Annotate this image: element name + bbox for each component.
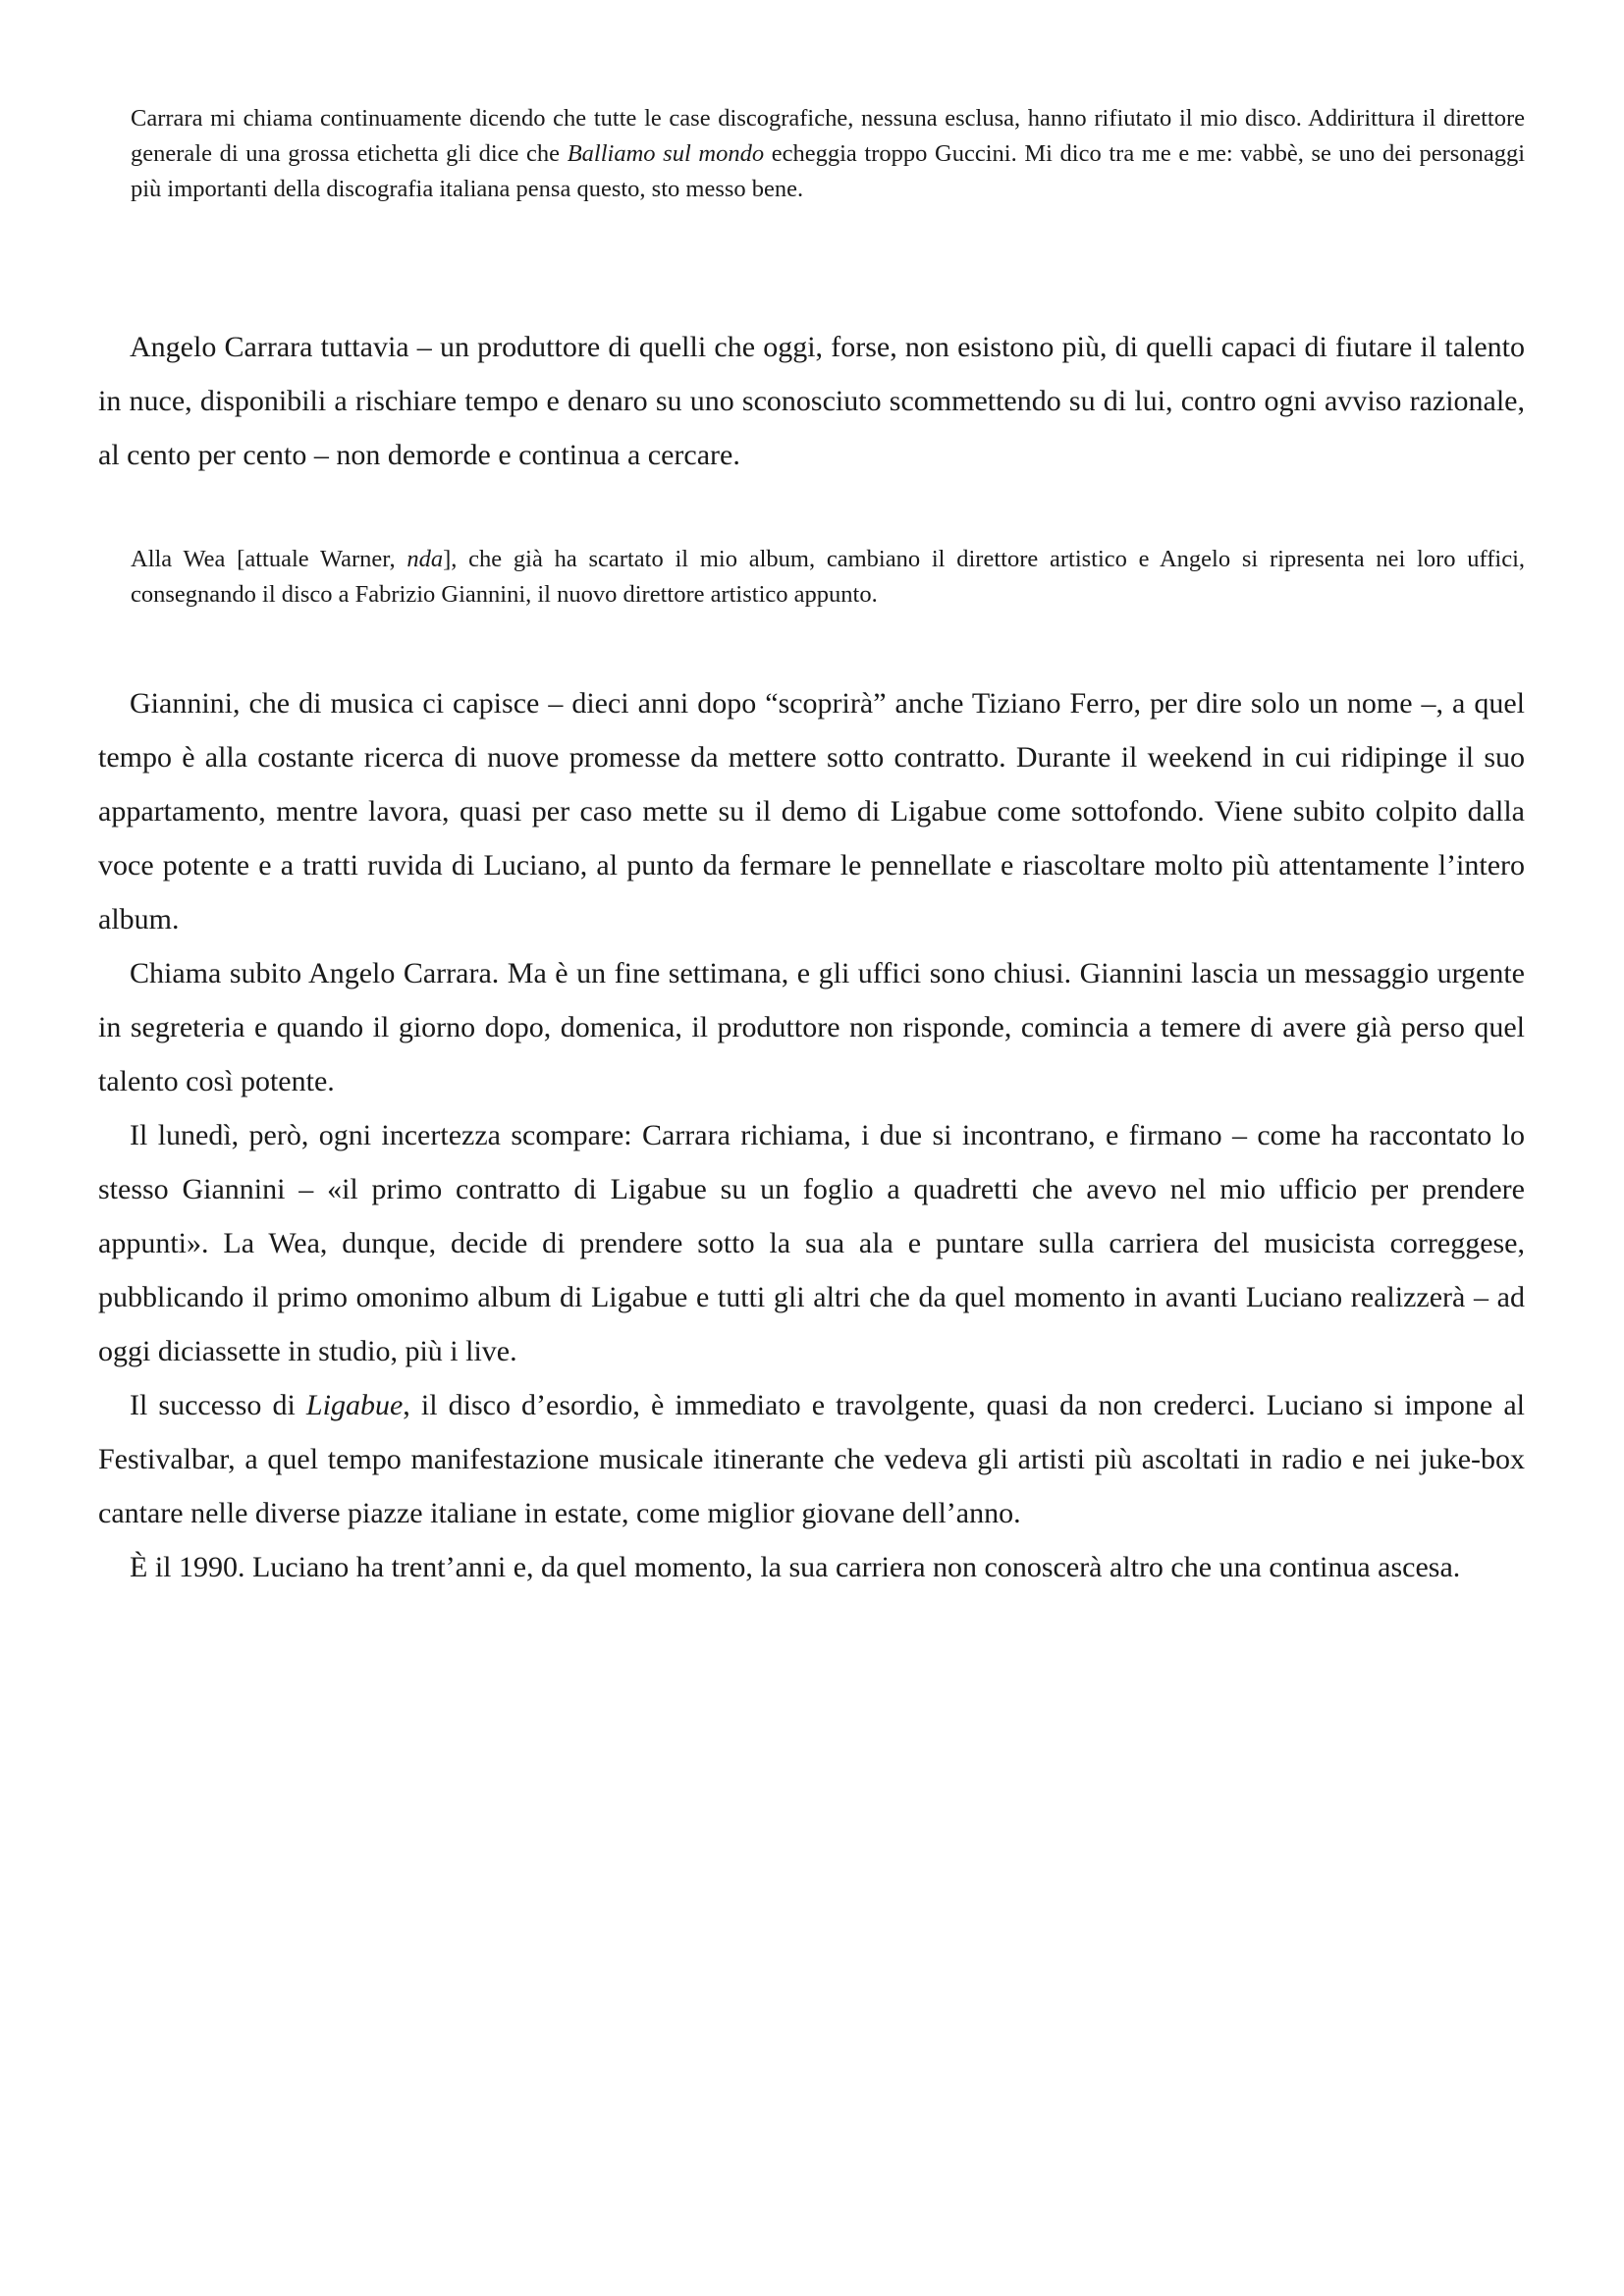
body-section xyxy=(98,320,1525,482)
paragraph: È il 1990. Luciano ha trent’anni e, da quel momento, la sua carriera non conoscerà altro che una continua ascesa. xyxy=(130,1551,1461,1583)
block-quote xyxy=(131,101,1525,207)
paragraph xyxy=(98,1378,1525,1540)
paragraph-text: , il disco d’esordio, è immediato e travolgente, quasi da non crederci. Luciano si impone al Festivalbar, a quel tempo manifestazione musicale itinerante che vedeva gli artisti più ascoltati in radio e nei juke-box cantare nelle diverse piazze italiane in estate, come miglior giovane dell’anno. xyxy=(98,1389,1525,1529)
paragraph: Il lunedì, però, ogni incertezza scompare: Carrara richiama, i due si incontrano, e firmano – come ha raccontato lo stesso Giannini – «il primo contratto di Ligabue su un foglio a quadretti che avevo nel mio ufficio per prendere appunti». La Wea, dunque, decide di prendere sotto la sua ala e puntare sulla carriera del musicista correggese, pubblicando il primo omonimo album di Ligabue e tutti gli altri che da quel momento in avanti Luciano realizzerà – ad oggi diciassette in studio, più i live. xyxy=(98,1119,1525,1367)
quote-text: Carrara mi chiama continuamente dicendo che tutte le case discografiche, nessuna esclusa, hanno rifiutato il mio disco. Addirittura il direttore generale di una grossa etichetta gli dice che xyxy=(131,105,1525,167)
paragraph: Angelo Carrara tuttavia – un produttore di quelli che oggi, forse, non esistono più, di quelli capaci di fiutare il talento in nuce, disponibili a rischiare tempo e denaro su uno sconosciuto scommettendo su di lui, contro ogni avviso razionale, al cento per cento – non demorde e continua a cercare. xyxy=(98,331,1525,471)
quote-text: Alla Wea [attuale Warner, xyxy=(131,546,407,572)
body-section xyxy=(98,676,1525,1594)
editor-note: nda xyxy=(406,546,444,572)
paragraph: Chiama subito Angelo Carrara. Ma è un fine settimana, e gli uffici sono chiusi. Giannini lascia un messaggio urgente in segreteria e quando il giorno dopo, domenica, il produttore non risponde, comincia a temere di avere già perso quel talento così potente. xyxy=(98,957,1525,1097)
quote-text: echeggia troppo Guccini. Mi dico tra me e me: vabbè, se uno dei personaggi più importanti della discografia italiana pensa questo, sto messo bene. xyxy=(131,140,1526,202)
block-quote xyxy=(131,542,1525,613)
song-title: Balliamo sul mondo xyxy=(567,140,765,167)
quote-text: ], che già ha scartato il mio album, cambiano il direttore artistico e Angelo si ripresenta nei loro uffici, consegnando il disco a Fabrizio Giannini, il nuovo direttore artistico appunto. xyxy=(131,546,1526,608)
album-title: Ligabue xyxy=(305,1389,404,1421)
paragraph-text: Il successo di xyxy=(130,1389,306,1421)
paragraph: Giannini, che di musica ci capisce – dieci anni dopo “scoprirà” anche Tiziano Ferro, per dire solo un nome –, a quel tempo è alla costante ricerca di nuove promesse da mettere sotto contratto. Durante il weekend in cui ridipinge il suo appartamento, mentre lavora, quasi per caso mette su il demo di Ligabue come sottofondo. Viene subito colpito dalla voce potente e a tratti ruvida di Luciano, al punto da fermare le pennellate e riascoltare molto più attentamente l’intero album. xyxy=(98,687,1525,935)
